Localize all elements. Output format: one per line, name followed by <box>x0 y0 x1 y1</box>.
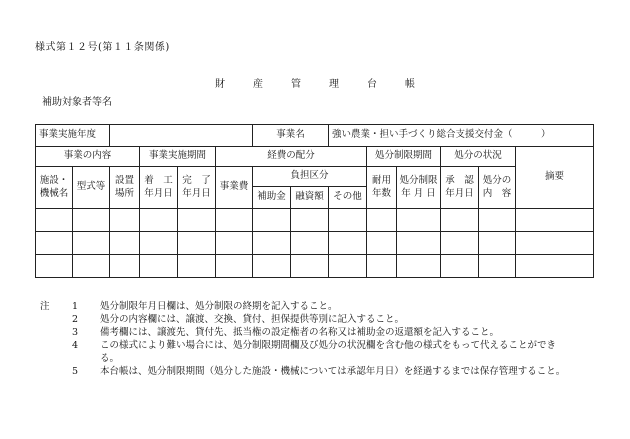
title-char: 帳 <box>405 79 415 90</box>
note-number: 2 <box>71 314 78 325</box>
project-name-value: 強い農業・担い手づくり総合支援交付金（ ） <box>329 125 594 147</box>
fiscal-year-label: 事業実施年度 <box>36 125 110 147</box>
note-number: 1 <box>71 301 78 312</box>
table-row <box>36 209 594 232</box>
header-row-1 <box>36 125 594 147</box>
note-item <box>40 300 565 313</box>
note-continuation: る。 <box>100 353 120 364</box>
note-item <box>40 365 565 378</box>
note-item <box>40 339 565 365</box>
start-date-header: 着 工 年月日 <box>140 167 178 209</box>
remarks-header: 摘要 <box>516 147 594 209</box>
note-text: 処分制限年月日欄は、処分制限の終期を記入すること。 <box>100 301 338 312</box>
notes-section <box>40 300 565 378</box>
disposal-date-header: 処分制限 年 月 日 <box>397 167 441 209</box>
form-number: 様式第１２号(第１１条関係) <box>35 42 170 53</box>
facility-header: 施設・ 機械名 <box>36 167 73 209</box>
title-char: 財 <box>215 79 225 90</box>
disposal-content-header: 処分の 内 容 <box>479 167 516 209</box>
note-number: 3 <box>71 327 78 338</box>
group-disposal-limit: 処分制限期間 <box>367 147 441 167</box>
header-row-2 <box>36 147 594 167</box>
location-header: 設置 場所 <box>110 167 140 209</box>
approval-date-header: 承 認 年月日 <box>441 167 479 209</box>
title-char: 理 <box>329 79 339 90</box>
other-header: その他 <box>329 187 367 209</box>
title-char: 管 <box>291 79 301 90</box>
note-text: 本台帳は、処分制限期間（処分した施設・機械については承認年月日）を経過するまでは保存管理すること。 <box>100 366 566 377</box>
note-text: 備考欄には、譲渡先、貸付先、抵当権の設定権者の名称又は補助金の返還額を記入すること。 <box>100 327 500 338</box>
group-period: 事業実施期間 <box>140 147 216 167</box>
financing-header: 融資額 <box>291 187 329 209</box>
subsidy-header: 補助金 <box>253 187 291 209</box>
asset-ledger-table <box>35 124 594 278</box>
group-content: 事業の内容 <box>36 147 140 167</box>
note-text: 処分の内容欄には、譲渡、交換、貸付、担保提供等別に記入すること。 <box>100 314 405 325</box>
end-date-header: 完 了 年月日 <box>178 167 216 209</box>
note-number: 5 <box>71 366 78 377</box>
title-char: 台 <box>367 79 377 90</box>
group-cost: 経費の配分 <box>216 147 367 167</box>
recipient-label: 補助対象者等名 <box>42 97 112 108</box>
note-item <box>40 313 565 326</box>
project-cost-header: 事業費 <box>216 167 253 209</box>
note-text: この様式により難い場合には、処分制限期間欄及び処分の状況欄を含む他の様式をもって代えることができ <box>100 340 557 351</box>
table-row <box>36 255 594 278</box>
burden-header: 負担区分 <box>253 167 367 187</box>
project-name-label: 事業名 <box>253 125 329 147</box>
note-item <box>40 326 565 339</box>
fiscal-year-value[interactable] <box>110 125 253 147</box>
group-disposal-status: 処分の状況 <box>441 147 516 167</box>
notes-label: 注 <box>40 301 50 312</box>
note-number: 4 <box>71 340 78 351</box>
title-char: 産 <box>253 79 263 90</box>
model-header: 型式等 <box>73 167 110 209</box>
header-row-3 <box>36 167 594 187</box>
table-row <box>36 232 594 255</box>
useful-life-header: 耐用 年数 <box>367 167 397 209</box>
document-title <box>0 75 630 90</box>
